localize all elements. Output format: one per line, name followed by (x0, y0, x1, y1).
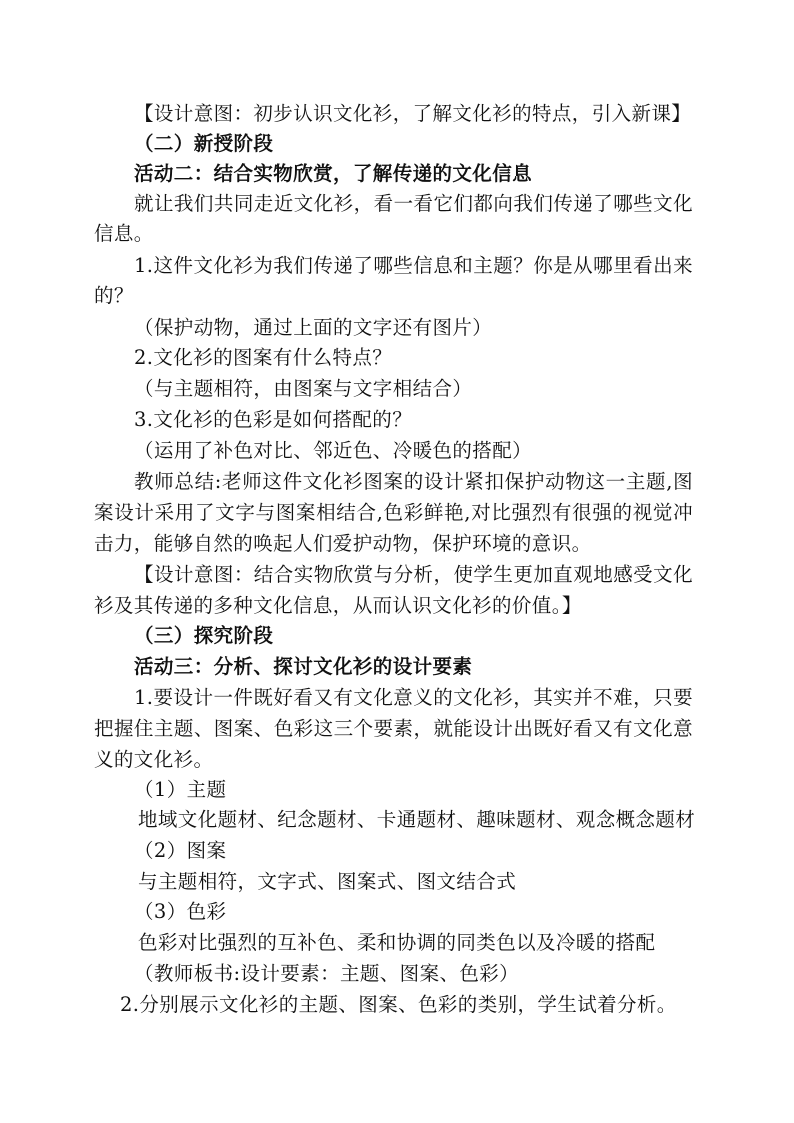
design-intent-paragraph-1: 【设计意图：初步认识文化衫，了解文化衫的特点，引入新课】 (134, 102, 692, 125)
design-element-1-label: （1）主题 (134, 778, 227, 801)
section-heading-new-lesson: （二）新授阶段 (134, 132, 274, 155)
section-heading-explore: （三）探究阶段 (134, 624, 274, 647)
intro-paragraph-line-1: 就让我们共同走近文化衫，看一看它们都向我们传递了哪些文化 (134, 192, 693, 215)
question-3: 3.文化衫的色彩是如何搭配的？ (134, 408, 413, 431)
design-intent-paragraph-2-line-2: 衫及其传递的多种文化信息，从而认识文化衫的价值。】 (94, 594, 582, 617)
design-element-1-description: 地域文化题材、纪念题材、卡通题材、趣味题材、观念概念题材 (138, 808, 696, 831)
question-2: 2.文化衫的图案有什么特点？ (134, 346, 393, 369)
design-element-2-description: 与主题相符，文字式、图案式、图文结合式 (138, 870, 517, 893)
question-1-line-2: 的？ (94, 284, 134, 307)
teacher-summary-line-3: 击力，能够自然的唤起人们爱护动物，保护环境的意识。 (94, 532, 592, 555)
answer-2: （与主题相符，由图案与文字相结合） (134, 377, 473, 400)
teacher-board-note: （教师板书:设计要素：主题、图案、色彩） (134, 962, 520, 985)
design-element-2-label: （2）图案 (134, 839, 227, 862)
intro-paragraph-line-2: 信息。 (94, 222, 154, 245)
design-element-3-description: 色彩对比强烈的互补色、柔和协调的同类色以及冷暖的搭配 (138, 931, 656, 954)
answer-1: （保护动物，通过上面的文字还有图片） (134, 316, 493, 339)
step-1-line-3: 义的文化衫。 (94, 748, 214, 771)
activity-3-title: 活动三：分析、探讨文化衫的设计要素 (134, 655, 473, 678)
step-1-line-2: 把握住主题、图案、色彩这三个要素，就能设计出既好看又有文化意 (94, 717, 693, 740)
teacher-summary-line-2: 案设计采用了文字与图案相结合,色彩鲜艳,对比强烈有很强的视觉冲 (94, 501, 693, 524)
activity-2-title: 活动二：结合实物欣赏，了解传递的文化信息 (134, 162, 533, 185)
design-element-3-label: （3）色彩 (134, 900, 227, 923)
step-2: 2.分别展示文化衫的主题、图案、色彩的类别，学生试着分析。 (120, 993, 677, 1016)
design-intent-paragraph-2-line-1: 【设计意图：结合实物欣赏与分析，使学生更加直观地感受文化 (134, 563, 693, 586)
step-1-line-1: 1.要设计一件既好看又有文化意义的文化衫，其实并不难，只要 (134, 686, 693, 709)
question-1-line-1: 1.这件文化衫为我们传递了哪些信息和主题？你是从哪里看出来 (134, 254, 693, 277)
answer-3: （运用了补色对比、邻近色、冷暖色的搭配） (134, 439, 533, 462)
teacher-summary-line-1: 教师总结:老师这件文化衫图案的设计紧扣保护动物这一主题,图 (134, 470, 693, 493)
